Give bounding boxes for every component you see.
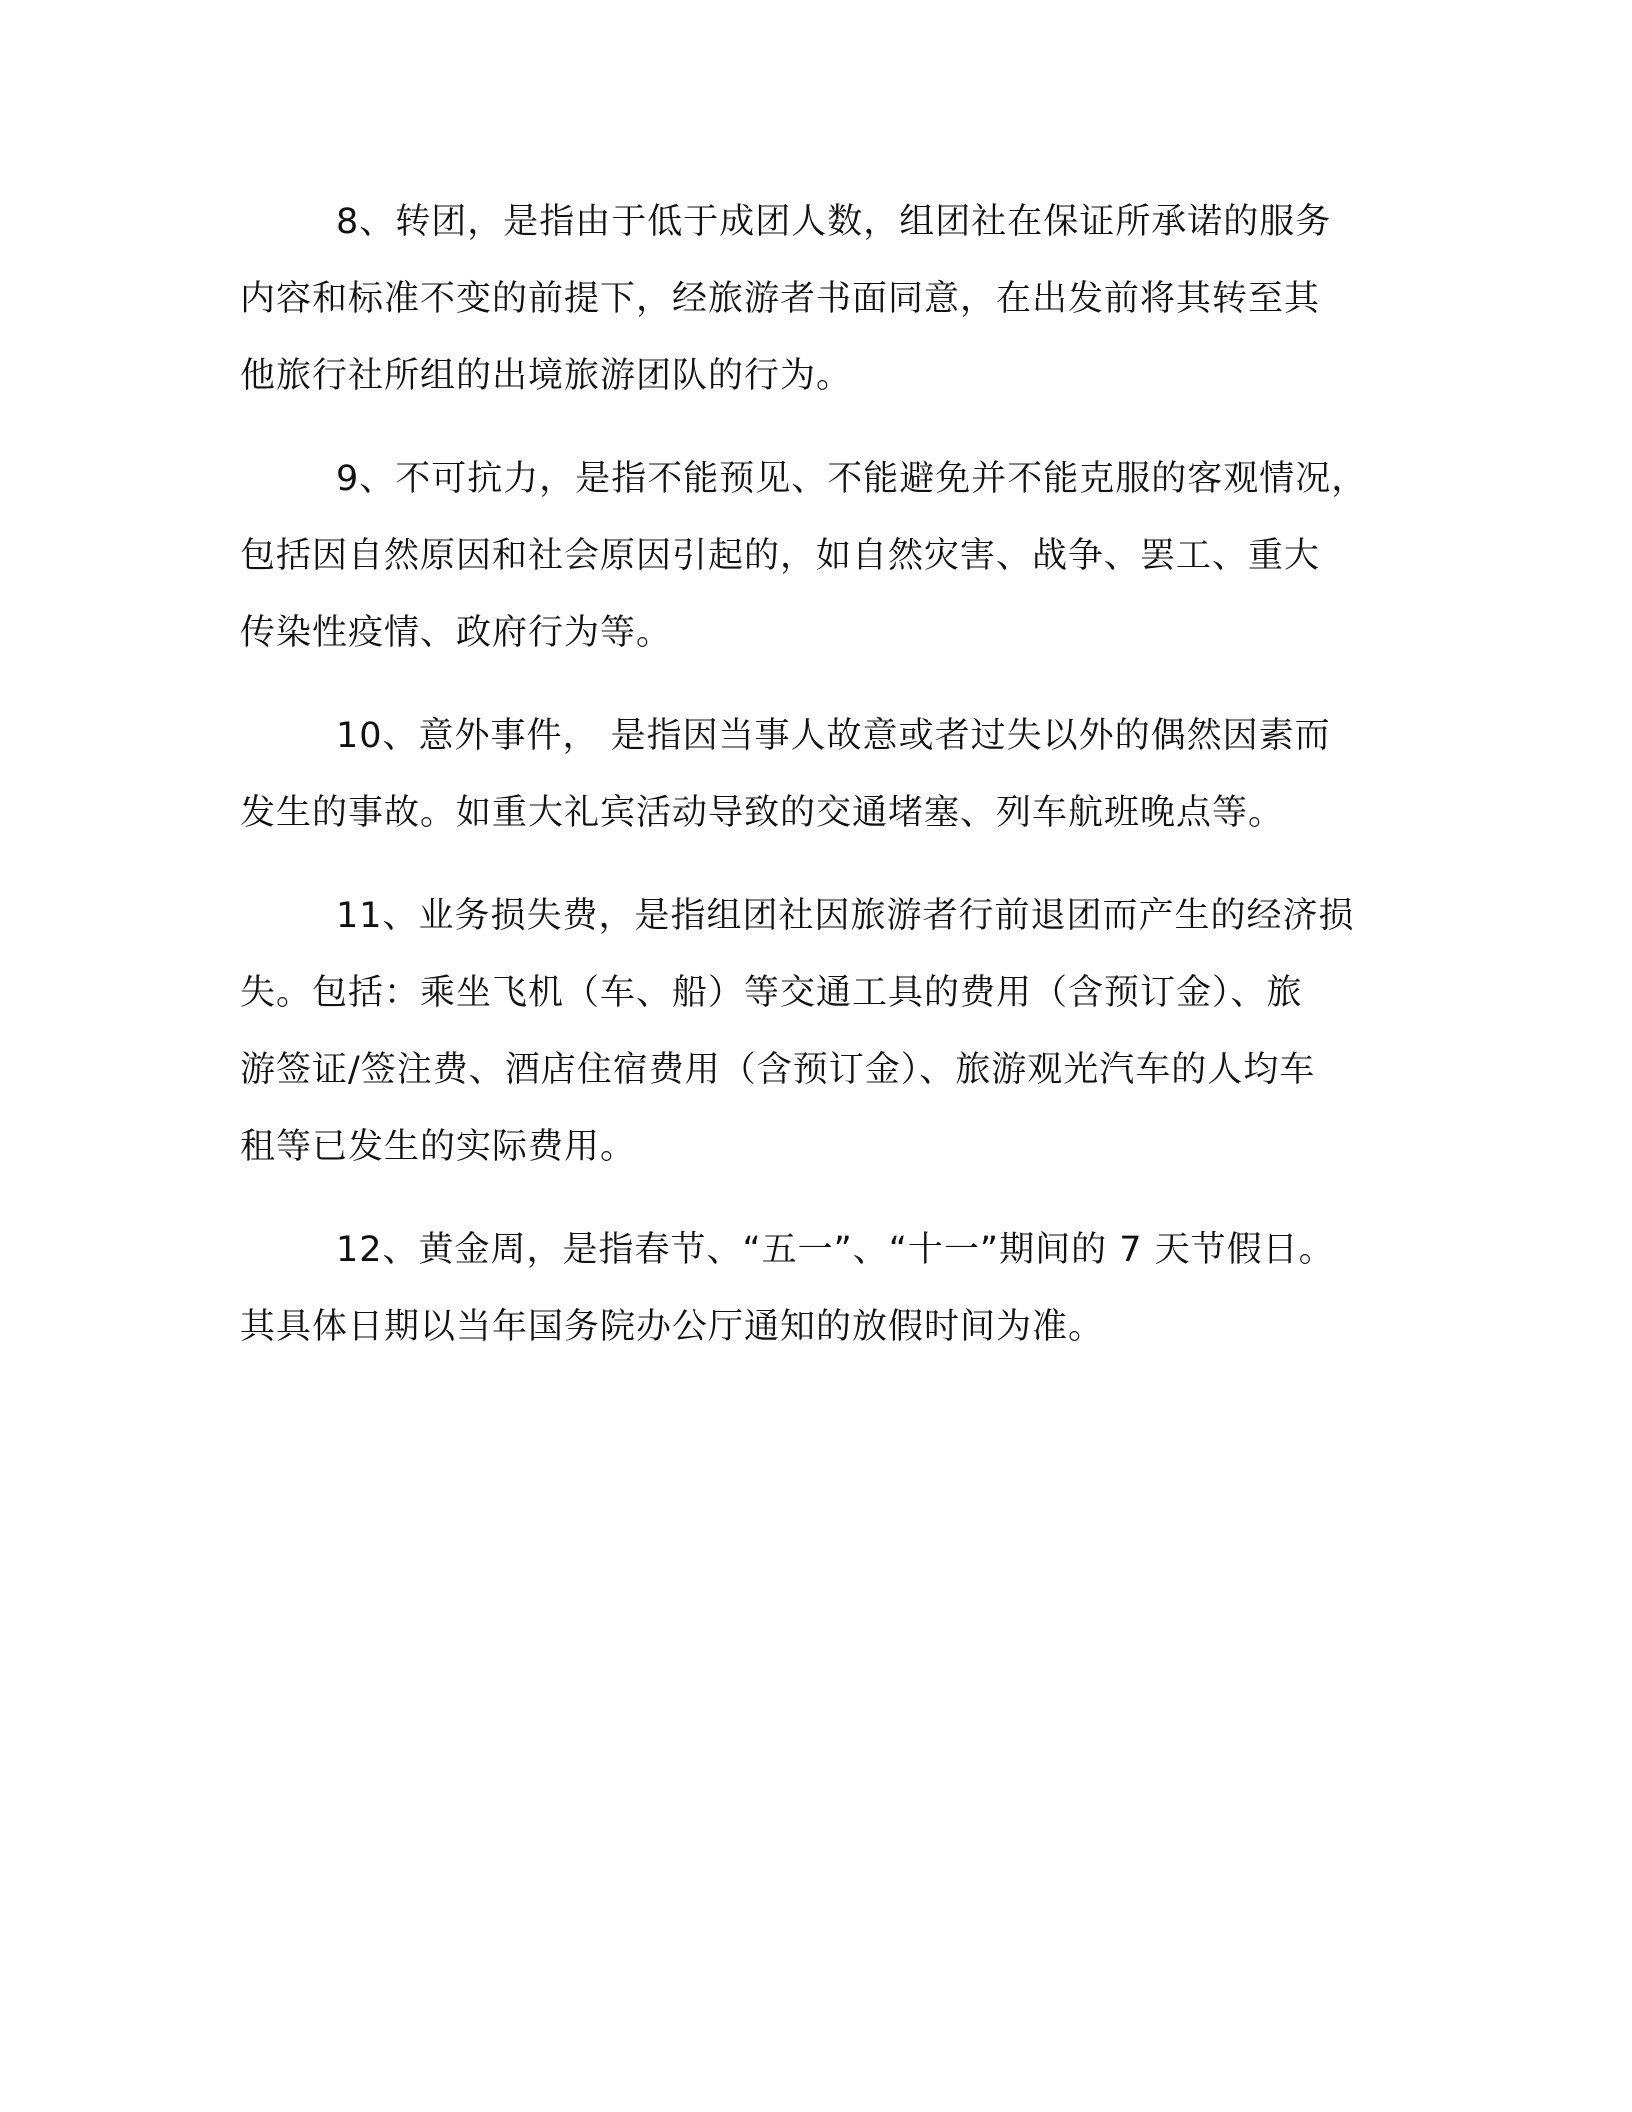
paragraph-line: 传染性疫情、政府行为等。 [240,613,673,653]
paragraph-line: 游签证/签注费、酒店住宿费用（含预订金）、旅游观光汽车的人均车 [240,1050,1316,1090]
paragraph-line: 发生的事故。如重大礼宾活动导致的交通堵塞、列车航班晚点等。 [240,793,1285,833]
paragraph-line: 10、意外事件， 是指因当事人故意或者过失以外的偶然因素而 [336,716,1331,756]
paragraph-line: 12、黄金周，是指春节、“五一”、“十一”期间的 7 天节假日。 [336,1230,1335,1270]
paragraph-line: 9、不可抗力，是指不能预见、不能避免并不能克服的客观情况， [336,459,1368,499]
paragraph-8-transfer-group [240,184,1400,415]
paragraph-line: 租等已发生的实际费用。 [240,1127,637,1167]
paragraph-line: 其具体日期以当年国务院办公厅通知的放假时间为准。 [240,1307,1105,1347]
paragraph-11-business-loss-fee [240,878,1400,1186]
paragraph-9-force-majeure [240,441,1400,672]
document-body [240,184,1400,1366]
paragraph-line: 他旅行社所组的出境旅游团队的行为。 [240,356,853,396]
paragraph-line: 8、转团，是指由于低于成团人数，组团社在保证所承诺的服务 [336,202,1332,242]
paragraph-line: 包括因自然原因和社会原因引起的，如自然灾害、战争、罢工、重大 [240,536,1321,576]
paragraph-line: 内容和标准不变的前提下，经旅游者书面同意，在出发前将其转至其 [240,279,1321,319]
paragraph-10-accident [240,698,1400,852]
paragraph-12-golden-week [240,1212,1400,1366]
paragraph-line: 11、业务损失费，是指组团社因旅游者行前退团而产生的经济损 [336,896,1355,936]
paragraph-line: 失。包括：乘坐飞机（车、船）等交通工具的费用（含预订金）、旅 [240,973,1303,1013]
